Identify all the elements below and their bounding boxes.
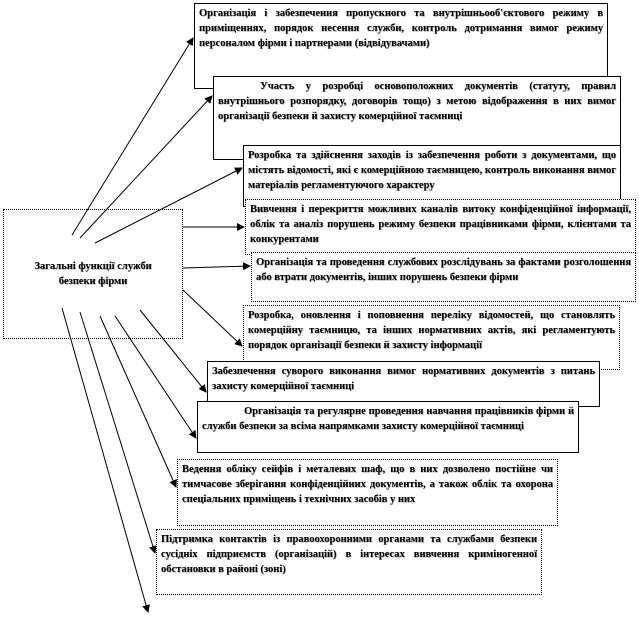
function-box-10: Підтримка контактів із правоохоронними органами та службами безпеки сусідніх підприємств (організацій) в інтересах вивчення криміногенної обстановки в районі (зоні) [156,529,542,595]
center-node-label: Загальні функції служби безпеки фірми [34,261,152,287]
arrow-to-function-5 [183,266,250,268]
function-box-3: Розробка та здійснення заходів із забезпечення роботи з документами, що містять відомості, які є комерційною таємницею, контроль виконання вимог матеріалів регламентуючого характеру [243,145,621,207]
center-node [3,209,183,339]
function-box-5: Організація та проведення службових розслідувань за фактами розголошення або втрати документів, інших порушень безпеки фірми [251,252,636,302]
function-box-1: Організація і забезпечення пропускного та внутрішньооб'єктового режиму в приміщеннях, порядок несення служби, контроль дотримання вимог режиму персоналом фірми і партнерами (відвідувачами) [194,3,608,89]
function-box-6: Розробка, оновлення і поповнення переліку відомостей, що становлять комерційну таємницю, та інших нормативних актів, які регламентують порядок організації безпеки й захисту інформації [243,305,620,370]
arrow-bottom [62,308,148,612]
function-box-4: Вивчення і перекриття можливих каналів витоку конфіденційної інформації, облік та аналіз порушень режиму безпеки працівниками фірми, клієнтами та конкурентами [245,199,636,255]
arrow-to-function-10 [80,312,155,553]
function-box-2: Участь у розробці основоположних документів (статуту, правил внутрішнього розпорядку, договорів тощо) з метою відображення в них вимог організації безпеки й захисту комерційної таємниці [213,76,621,160]
function-box-7: Забезпечення суворого виконання вимог нормативних документів з питань захисту комерційної таємниці [207,361,600,407]
function-box-9: Ведення обліку сейфів і металевих шаф, що в них дозволено постійне чи тимчасове зберігання конфіденційних документів, а також облік та охорона спеціальних приміщень і технічних засобів у них [177,459,558,526]
arrow-to-function-9 [100,316,176,487]
function-box-8: Організація та регулярне проведення навчання працівників фірми й служби безпеки за всіма напрямками захисту комерційної таємниці [197,401,579,453]
arrow-to-function-6 [183,290,242,346]
